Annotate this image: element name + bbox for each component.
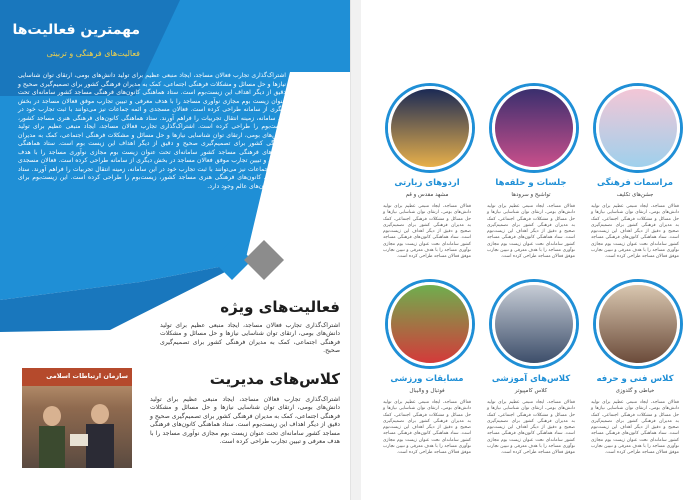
activity-description: فعالان مساجد، ایجاد منبعی عظیم برای تولید دانش‌های بومی، ارتقای توان شناسایی نیازها و حل مسائل و مشکلات فرهنگی اجتماعی، کمک به مدیران فرهنگی کشور برای تصمیم‌گیری صحیح و دقیق از دیگر اهداف این زیست‌بوم است. ستاد هماهنگی کانون‌های فرهنگی مساجد کشور سامانه‌ای تحت عنوان زیست بوم مجازی نوآوری مساجد را با هدف معرفی و تبیین تجارب موفق فعالان مساجد طراحی کرده است. (487, 400, 575, 456)
activity-subtitle: فوتبال و والیبال (409, 388, 445, 394)
activity-subtitle: خیاطی و گلدوزی (615, 388, 655, 394)
activity-title: کلاس فنی و حرفه (596, 374, 674, 384)
activity-photo (596, 86, 680, 170)
activity-subtitle: کلاس کامپیوتر (514, 388, 548, 394)
activity-photo (596, 282, 680, 366)
activity-description: فعالان مساجد، ایجاد منبعی عظیم برای تولید دانش‌های بومی، ارتقای توان شناسایی نیازها و حل مسائل و مشکلات فرهنگی اجتماعی، کمک به مدیران فرهنگی کشور برای تصمیم‌گیری صحیح و دقیق از دیگر اهداف این زیست‌بوم است. ستاد هماهنگی کانون‌های فرهنگی مساجد کشور سامانه‌ای تحت عنوان زیست بوم مجازی نوآوری مساجد را با هدف معرفی و تبیین تجارب موفق فعالان مساجد طراحی کرده است. (591, 204, 679, 260)
activity-photo (492, 282, 576, 366)
activity-photo (388, 86, 472, 170)
activity-title: جلسات و حلقه‌ها (495, 178, 567, 188)
special-activities-title: فعالیت‌های ویژه (220, 298, 340, 316)
photo-banner-text: سازمان ارتباطات اسلامی (46, 372, 128, 380)
activity-photo (492, 86, 576, 170)
activity-description: فعالان مساجد، ایجاد منبعی عظیم برای تولید دانش‌های بومی، ارتقای توان شناسایی نیازها و حل مسائل و مشکلات فرهنگی اجتماعی، کمک به مدیران فرهنگی کشور برای تصمیم‌گیری صحیح و دقیق از دیگر اهداف این زیست‌بوم است. ستاد هماهنگی کانون‌های فرهنگی مساجد کشور سامانه‌ای تحت عنوان زیست بوم مجازی نوآوری مساجد را با هدف معرفی و تبیین تجارب موفق فعالان مساجد طراحی کرده است. (487, 204, 575, 260)
page-subtitle: فعالیت‌های فرهنگی و تربیتی (46, 49, 140, 58)
activity-description: فعالان مساجد، ایجاد منبعی عظیم برای تولید دانش‌های بومی، ارتقای توان شناسایی نیازها و حل مسائل و مشکلات فرهنگی اجتماعی، کمک به مدیران فرهنگی کشور برای تصمیم‌گیری صحیح و دقیق از دیگر اهداف این زیست‌بوم است. ستاد هماهنگی کانون‌های فرهنگی مساجد کشور سامانه‌ای تحت عنوان زیست بوم مجازی نوآوری مساجد را با هدف معرفی و تبیین تجارب موفق فعالان مساجد طراحی کرده است. (591, 400, 679, 456)
activity-subtitle: جشن‌های تکلیف (616, 192, 654, 198)
special-activities-body: اشتراک‌گذاری تجارب فعالان مساجد، ایجاد منبعی عظیم برای تولید دانش‌های بومی، ارتقای توان شناسایی نیازها و حل مسائل و مشکلات فرهنگی اجتماعی، کمک به مدیران فرهنگی کشور برای تصمیم‌گیری صحیح. (160, 322, 340, 355)
activity-description: فعالان مساجد، ایجاد منبعی عظیم برای تولید دانش‌های بومی، ارتقای توان شناسایی نیازها و حل مسائل و مشکلات فرهنگی اجتماعی، کمک به مدیران فرهنگی کشور برای تصمیم‌گیری صحیح و دقیق از دیگر اهداف این زیست‌بوم است. ستاد هماهنگی کانون‌های فرهنگی مساجد کشور سامانه‌ای تحت عنوان زیست بوم مجازی نوآوری مساجد را با هدف معرفی و تبیین تجارب موفق فعالان مساجد طراحی کرده است. (383, 400, 471, 456)
activity-title: مسابقات ورزشی (390, 374, 464, 384)
management-photo (22, 368, 132, 468)
activity-photo (388, 282, 472, 366)
gray-diamond (244, 240, 284, 280)
page-title: مهمترین فعالیت‌ها (12, 22, 140, 38)
activity-subtitle: مشهد مقدس و قم (405, 192, 449, 198)
activity-title: اردوهای زیارتی (394, 178, 460, 188)
management-classes-title: کلاس‌های مدیریت (209, 370, 340, 388)
management-classes-body: اشتراک‌گذاری تجارب فعالان مساجد، ایجاد منبعی عظیم برای تولید دانش‌های بومی، ارتقای توان شناسایی نیازها و حل مسائل و مشکلات فرهنگی اجتماعی، کمک به مدیران فرهنگی کشور برای تصمیم‌گیری صحیح و دقیق از دیگر اهداف این زیست‌بوم است. ستاد هماهنگی کانون‌های فرهنگی مساجد کشور سامانه‌ای تحت عنوان زیست بوم مجازی نوآوری مساجد را با هدف معرفی و تبیین تجارب طراحی کرده است. (150, 396, 340, 446)
right-page (350, 0, 700, 500)
activity-subtitle: تواشیح و سرود‌ها (511, 192, 551, 198)
activity-title: کلاس‌های آموزشی (491, 374, 571, 384)
main-paragraph: اشتراک‌گذاری تجارب فعالان مساجد، ایجاد منبعی عظیم برای تولید دانش‌های بومی، ارتقای توان شناسایی نیازها و حل مسائل و مشکلات فرهنگی اجتماعی، کمک به مدیران فرهنگی کشور برای تصمیم‌گیری صحیح و دقیق از دیگر اهداف این زیست‌بوم است. ستاد هماهنگی کانون‌های فرهنگی مساجد کشور سامانه‌ای تحت عنوان زیست بوم مجازی نوآوری مساجد را با هدف معرفی و تبیین تجارب موفق فعالان مساجد در بخش دیگری از سامانه طراحی کرده است. فعالان مسجدی و ائمه جماعات نیز می‌توانند با ثبت تجارب خود در این سامانه، زمینه انتقال تجربیات را فراهم آورند. ستاد هماهنگی کانون‌های فرهنگی هنری مساجد کشور، زیست‌بوم را طراحی کرده است. اشتراک‌گذاری تجارب فعالان مساجد، ایجاد منبعی عظیم برای تولید دانش‌های بومی، ارتقای توان شناسایی نیازها و حل مسائل و مشکلات فرهنگی اجتماعی، کمک به مدیران فرهنگی کشور برای تصمیم‌گیری صحیح و دقیق از دیگر اهداف این زیست بوم است. ستاد هماهنگی کانون‌های فرهنگی مساجد کشور سامانه‌ای تحت عنوان زیست بوم مجازی نوآوری مساجد را با هدف معرفی و تبیین تجارب موفق فعالان مساجد در بخش دیگری از سامانه طراحی کرده است. فعالان مسجدی و ائمه جماعات نیز می‌توانند با ثبت تجارب خود در این سامانه، زمینه انتقال تجربیات را فراهم آورند. ستاد هماهنگی کانون‌های فرهنگی هنری مساجد کشور، زیست‌بوم را طراحی کرده است. این زیست‌بوم برای همه انسان‌های عالم وجود دارد. (18, 72, 286, 190)
activity-description: فعالان مساجد، ایجاد منبعی عظیم برای تولید دانش‌های بومی، ارتقای توان شناسایی نیازها و حل مسائل و مشکلات فرهنگی اجتماعی، کمک به مدیران فرهنگی کشور برای تصمیم‌گیری صحیح و دقیق از دیگر اهداف این زیست‌بوم است. ستاد هماهنگی کانون‌های فرهنگی مساجد کشور سامانه‌ای تحت عنوان زیست بوم مجازی نوآوری مساجد را با هدف معرفی و تبیین تجارب موفق فعالان مساجد طراحی کرده است. (383, 204, 471, 260)
activity-title: مراسمات فرهنگی (597, 178, 673, 188)
